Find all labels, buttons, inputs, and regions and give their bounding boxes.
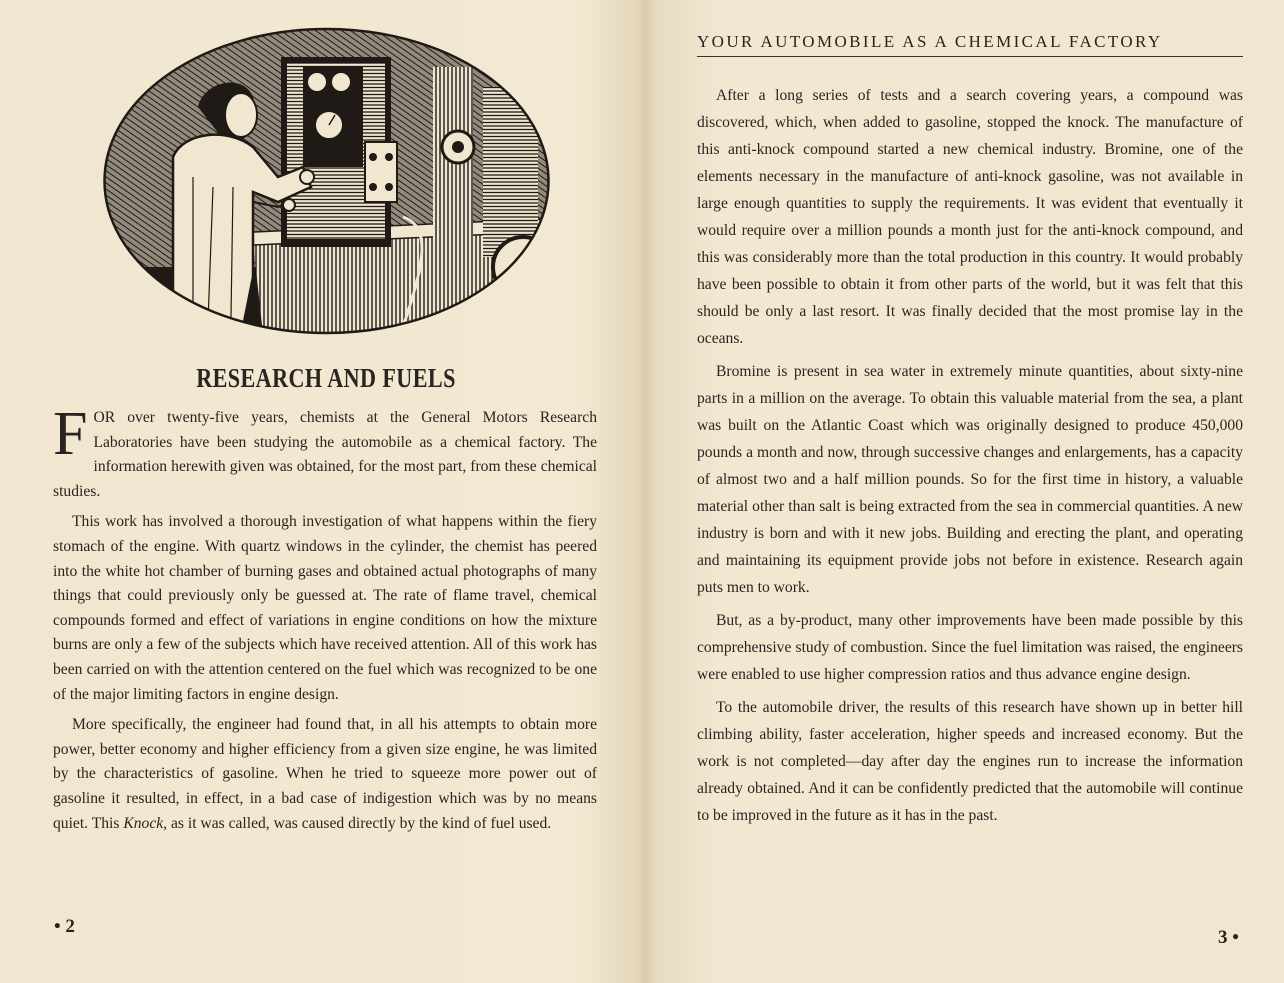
running-head: YOUR AUTOMOBILE AS A CHEMICAL FACTORY — [697, 32, 1243, 57]
chapter-title: RESEARCH AND FUELS — [196, 363, 456, 393]
paragraph: But, as a by-product, many other improvements have been made possible by this comprehensive study of combustion. Since the fuel limitation was raised, the engineers were enabled to use higher compression ratios and thus advance engine design. — [697, 612, 1243, 683]
research-illustration — [103, 27, 550, 335]
drop-cap: F — [53, 400, 88, 468]
page-number-left: • 2 — [54, 916, 75, 937]
left-body-text — [53, 400, 597, 842]
italic-term: Knock, — [123, 814, 168, 832]
paragraph-text: as it was called, was caused directly by the kind of fuel used. — [167, 814, 552, 832]
paragraph-text: OR over twenty-five years, chemists at the General Motors Research Laboratories have been studying the automobile as a chemical factory. The information herewith given was obtained, for the most part, from these chemical studies. — [53, 409, 597, 500]
right-body-text — [697, 82, 1243, 835]
paragraph: This work has involved a thorough investigation of what happens within the fiery stomach of the engine. With quartz windows in the cylinder, the chemist has peered into the white hot chamber of burning gases and obtained actual photographs of many things that could previously only be guessed at. The rate of flame travel, chemical compounds formed and effect of variations in engine conditions on how the mixture burns are only a few of the subjects which have received attention. All of this work has been carried on with the attention centered on the fuel which was recognized to be one of the major limiting factors in engine design. — [53, 513, 597, 703]
paragraph: Bromine is present in sea water in extremely minute quantities, about sixty-nine parts in a million on the average. To obtain this valuable material from the sea, a plant was built on the Atlantic Coast which was originally designed to produce 450,000 pounds a month and now, through successive changes and enlargements, has a capacity of almost two and a half million pounds. So for the first time in history, a valuable material other than salt is being extracted from the sea in commercial quantities. A new industry is born and with it new jobs. Building and erecting the plant, and operating and maintaining its equipment provide jobs not before in existence. Research again puts men to work. — [697, 363, 1243, 596]
paragraph — [53, 400, 597, 504]
paragraph — [53, 713, 597, 836]
paragraph: To the automobile driver, the results of this research have shown up in better hill climbing ability, faster acceleration, higher speeds and increased economy. But the work is not completed—day after day the engines run to increase the information already obtained. And it can be confidently predicted that the automobile will continue to be improved in the future as it has in the past. — [697, 699, 1243, 824]
paragraph: After a long series of tests and a search covering years, a compound was discovered, which, when added to gasoline, stopped the knock. The manufacture of this anti-knock compound started a new chemical industry. Bromine, one of the elements necessary in the manufacture of anti-knock gasoline, was not available in large enough quantities to supply the requirements. It was evident that eventually it would require over a million pounds a month just for the anti-knock compound, and this was considerably more than the total production in this country. It would probably have been possible to obtain it from other parts of the world, but it was felt that this should be only a last resort. It was finally decided that the most promise lay in the oceans. — [697, 87, 1243, 347]
paragraph-text: More specifically, the engineer had found that, in all his attempts to obtain more power, better economy and higher efficiency from a given size engine, he was limited by the characteristics of gasoline. When he tried to squeeze more power out of gasoline it resulted, in effect, in a bad case of indigestion which was by no means quiet. This — [53, 716, 597, 832]
page-number-right: 3 • — [1218, 927, 1239, 948]
